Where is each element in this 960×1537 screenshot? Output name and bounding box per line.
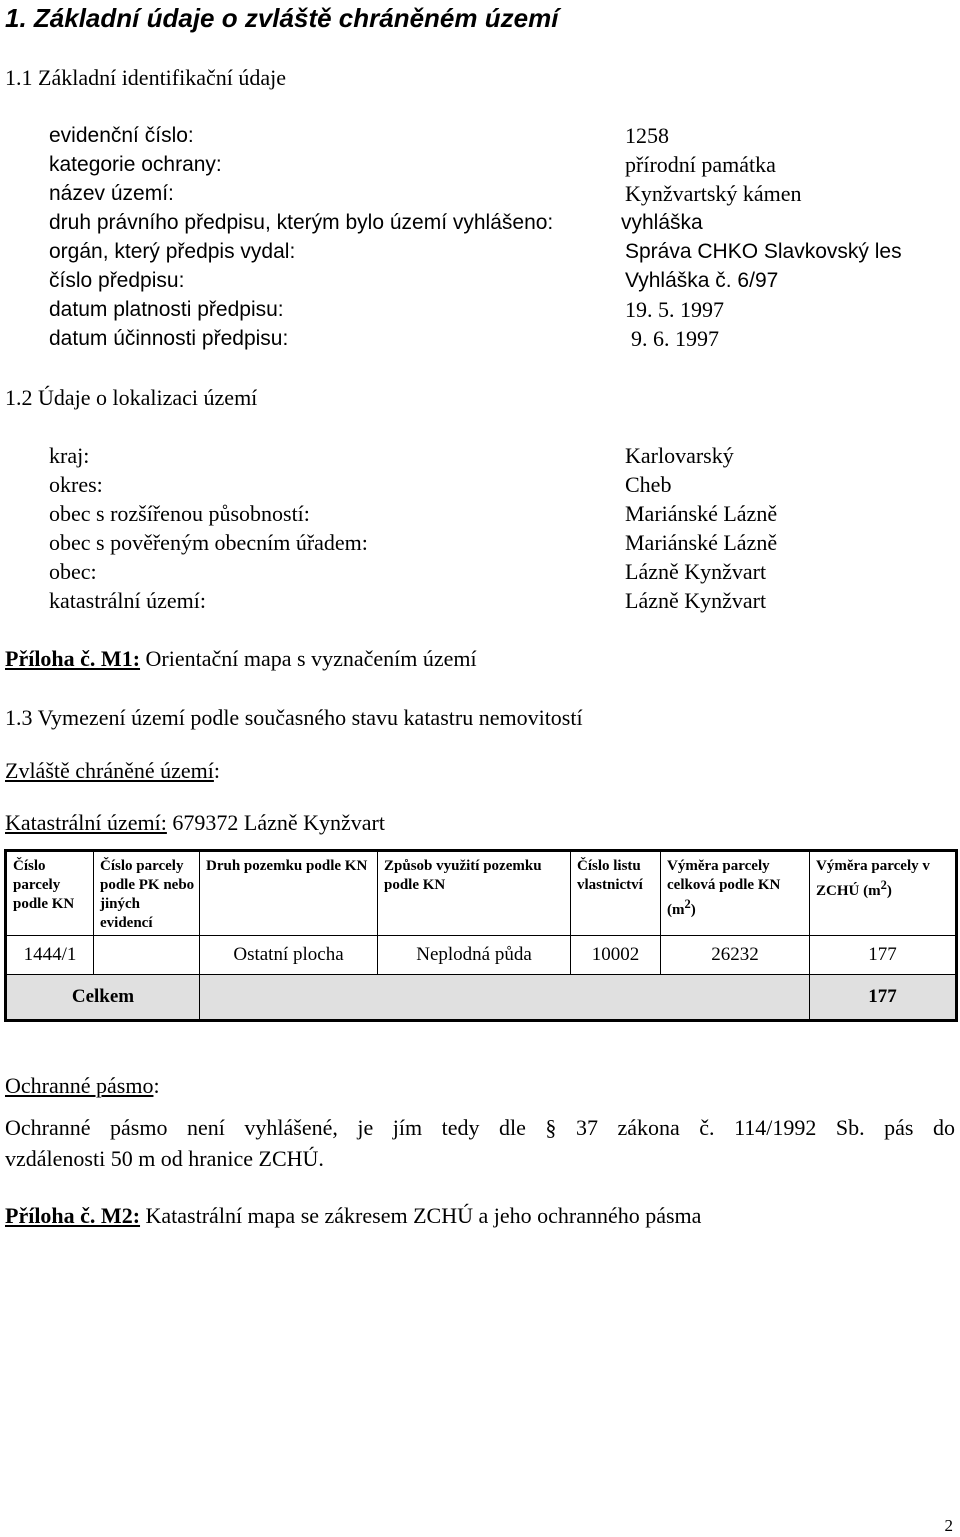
table-row [6,936,957,975]
table-header-row [6,851,957,936]
col-header-area-total [661,851,810,936]
loc-row-value: Karlovarský [625,443,734,468]
id-row-label: datum platnosti předpisu: [49,298,284,321]
area-zchu-paren: ) [886,883,892,899]
buffer-text-line-1: Ochranné pásmo není vyhlášené, je jím tedy dle § 37 zákona č. 114/1992 Sb. pás do [5,1115,955,1140]
loc-row-value: Mariánské Lázně [625,501,778,526]
id-row-value: Vyhláška č. 6/97 [625,269,779,292]
loc-row-value: Lázně Kynžvart [625,588,767,613]
cell-parcel-kn: 1444/1 [6,936,94,975]
id-row-label: kategorie ochrany: [49,153,222,176]
loc-row-label: kraj: [49,443,90,468]
cell-parcel-pk [94,936,200,975]
area-zchu-superscript: 2 [880,878,887,892]
col-header-land-use: Způsob využití pozemku podle KN [378,851,571,936]
section-1-3-title: 1.3 Vymezení území podle současného stavu katastru nemovitostí [5,705,583,730]
loc-row-value: Lázně Kynžvart [625,559,767,584]
section-1-1-title: 1.1 Základní identifikační údaje [5,65,287,90]
zchu-colon: : [213,758,221,783]
id-row-label: číslo předpisu: [49,269,185,292]
id-row-label: druh právního předpisu, kterým bylo území vyhlášeno: [49,211,554,234]
table-total-row [6,975,957,1021]
loc-row-value: Mariánské Lázně [625,530,778,555]
section-1-2-title: 1.2 Údaje o lokalizaci území [5,385,258,410]
cell-ownership: 10002 [571,936,661,975]
col-header-parcel-kn: Číslo parcely podle KN [6,851,94,936]
annex-m1-text: Orientační mapa s vyznačením území [140,646,477,671]
cell-land-type: Ostatní plocha [200,936,378,975]
id-row-value: přírodní památka [625,152,776,177]
cell-land-use: Neplodná půda [378,936,571,975]
loc-row-label: obec s rozšířenou působností: [49,501,310,526]
loc-row-label: obec s pověřeným obecním úřadem: [49,530,368,555]
buffer-label-line [5,1071,160,1101]
loc-row-label: katastrální území: [49,588,206,613]
cadastre-line [5,808,385,838]
col-header-area-zchu-text: Výměra parcely v ZCHÚ (m [816,858,930,899]
area-total-paren: ) [690,902,696,918]
col-header-parcel-pk: Číslo parcely podle PK nebo jiných evidencí [94,851,200,936]
zchu-label: Zvláště chráněné území [5,758,214,783]
col-header-area-total-text: Výměra parcely celková podle KN (m [667,858,781,918]
col-header-area-zchu [810,851,957,936]
cadastre-label: Katastrální území: [5,810,167,835]
id-row-value: 9. 6. 1997 [631,326,719,351]
area-total-superscript: 2 [684,897,691,911]
id-row-label: evidenční číslo: [49,124,194,147]
total-label: Celkem [6,975,200,1021]
zchu-label-line [5,756,220,786]
annex-m2-label: Příloha č. M2: [5,1203,141,1228]
annex-m2-text: Katastrální mapa se zákresem ZCHÚ a jeho ochranného pásma [140,1203,702,1228]
cell-area-total: 26232 [661,936,810,975]
buffer-text-line-2: vzdálenosti 50 m od hranice ZCHÚ. [5,1146,324,1171]
total-value: 177 [810,975,957,1021]
id-row-value: vyhláška [621,211,703,234]
buffer-label: Ochranné pásmo [5,1073,154,1098]
id-row-label: orgán, který předpis vydal: [49,240,296,263]
loc-row-label: obec: [49,559,97,584]
annex-m2 [5,1201,701,1231]
loc-row-label: okres: [49,472,103,497]
col-header-land-type: Druh pozemku podle KN [200,851,378,936]
id-row-value: 1258 [625,123,669,148]
total-spacer [200,975,810,1021]
page-number: 2 [944,1516,953,1535]
buffer-colon: : [153,1073,160,1098]
cadastre-text: 679372 Lázně Kynžvart [166,810,385,835]
loc-row-value: Cheb [625,472,672,497]
annex-m1-label: Příloha č. M1: [5,646,141,671]
col-header-ownership: Číslo listu vlastnictví [571,851,661,936]
id-row-label: datum účinnosti předpisu: [49,327,289,350]
annex-m1 [5,644,477,674]
id-row-value: Kynžvartský kámen [625,181,802,206]
page-heading: 1. Základní údaje o zvláště chráněném území [5,3,559,33]
cell-area-zchu: 177 [810,936,957,975]
id-row-label: název území: [49,182,174,205]
id-row-value: 19. 5. 1997 [625,297,724,322]
parcels-table [4,849,958,1022]
id-row-value: Správa CHKO Slavkovský les [625,240,902,263]
